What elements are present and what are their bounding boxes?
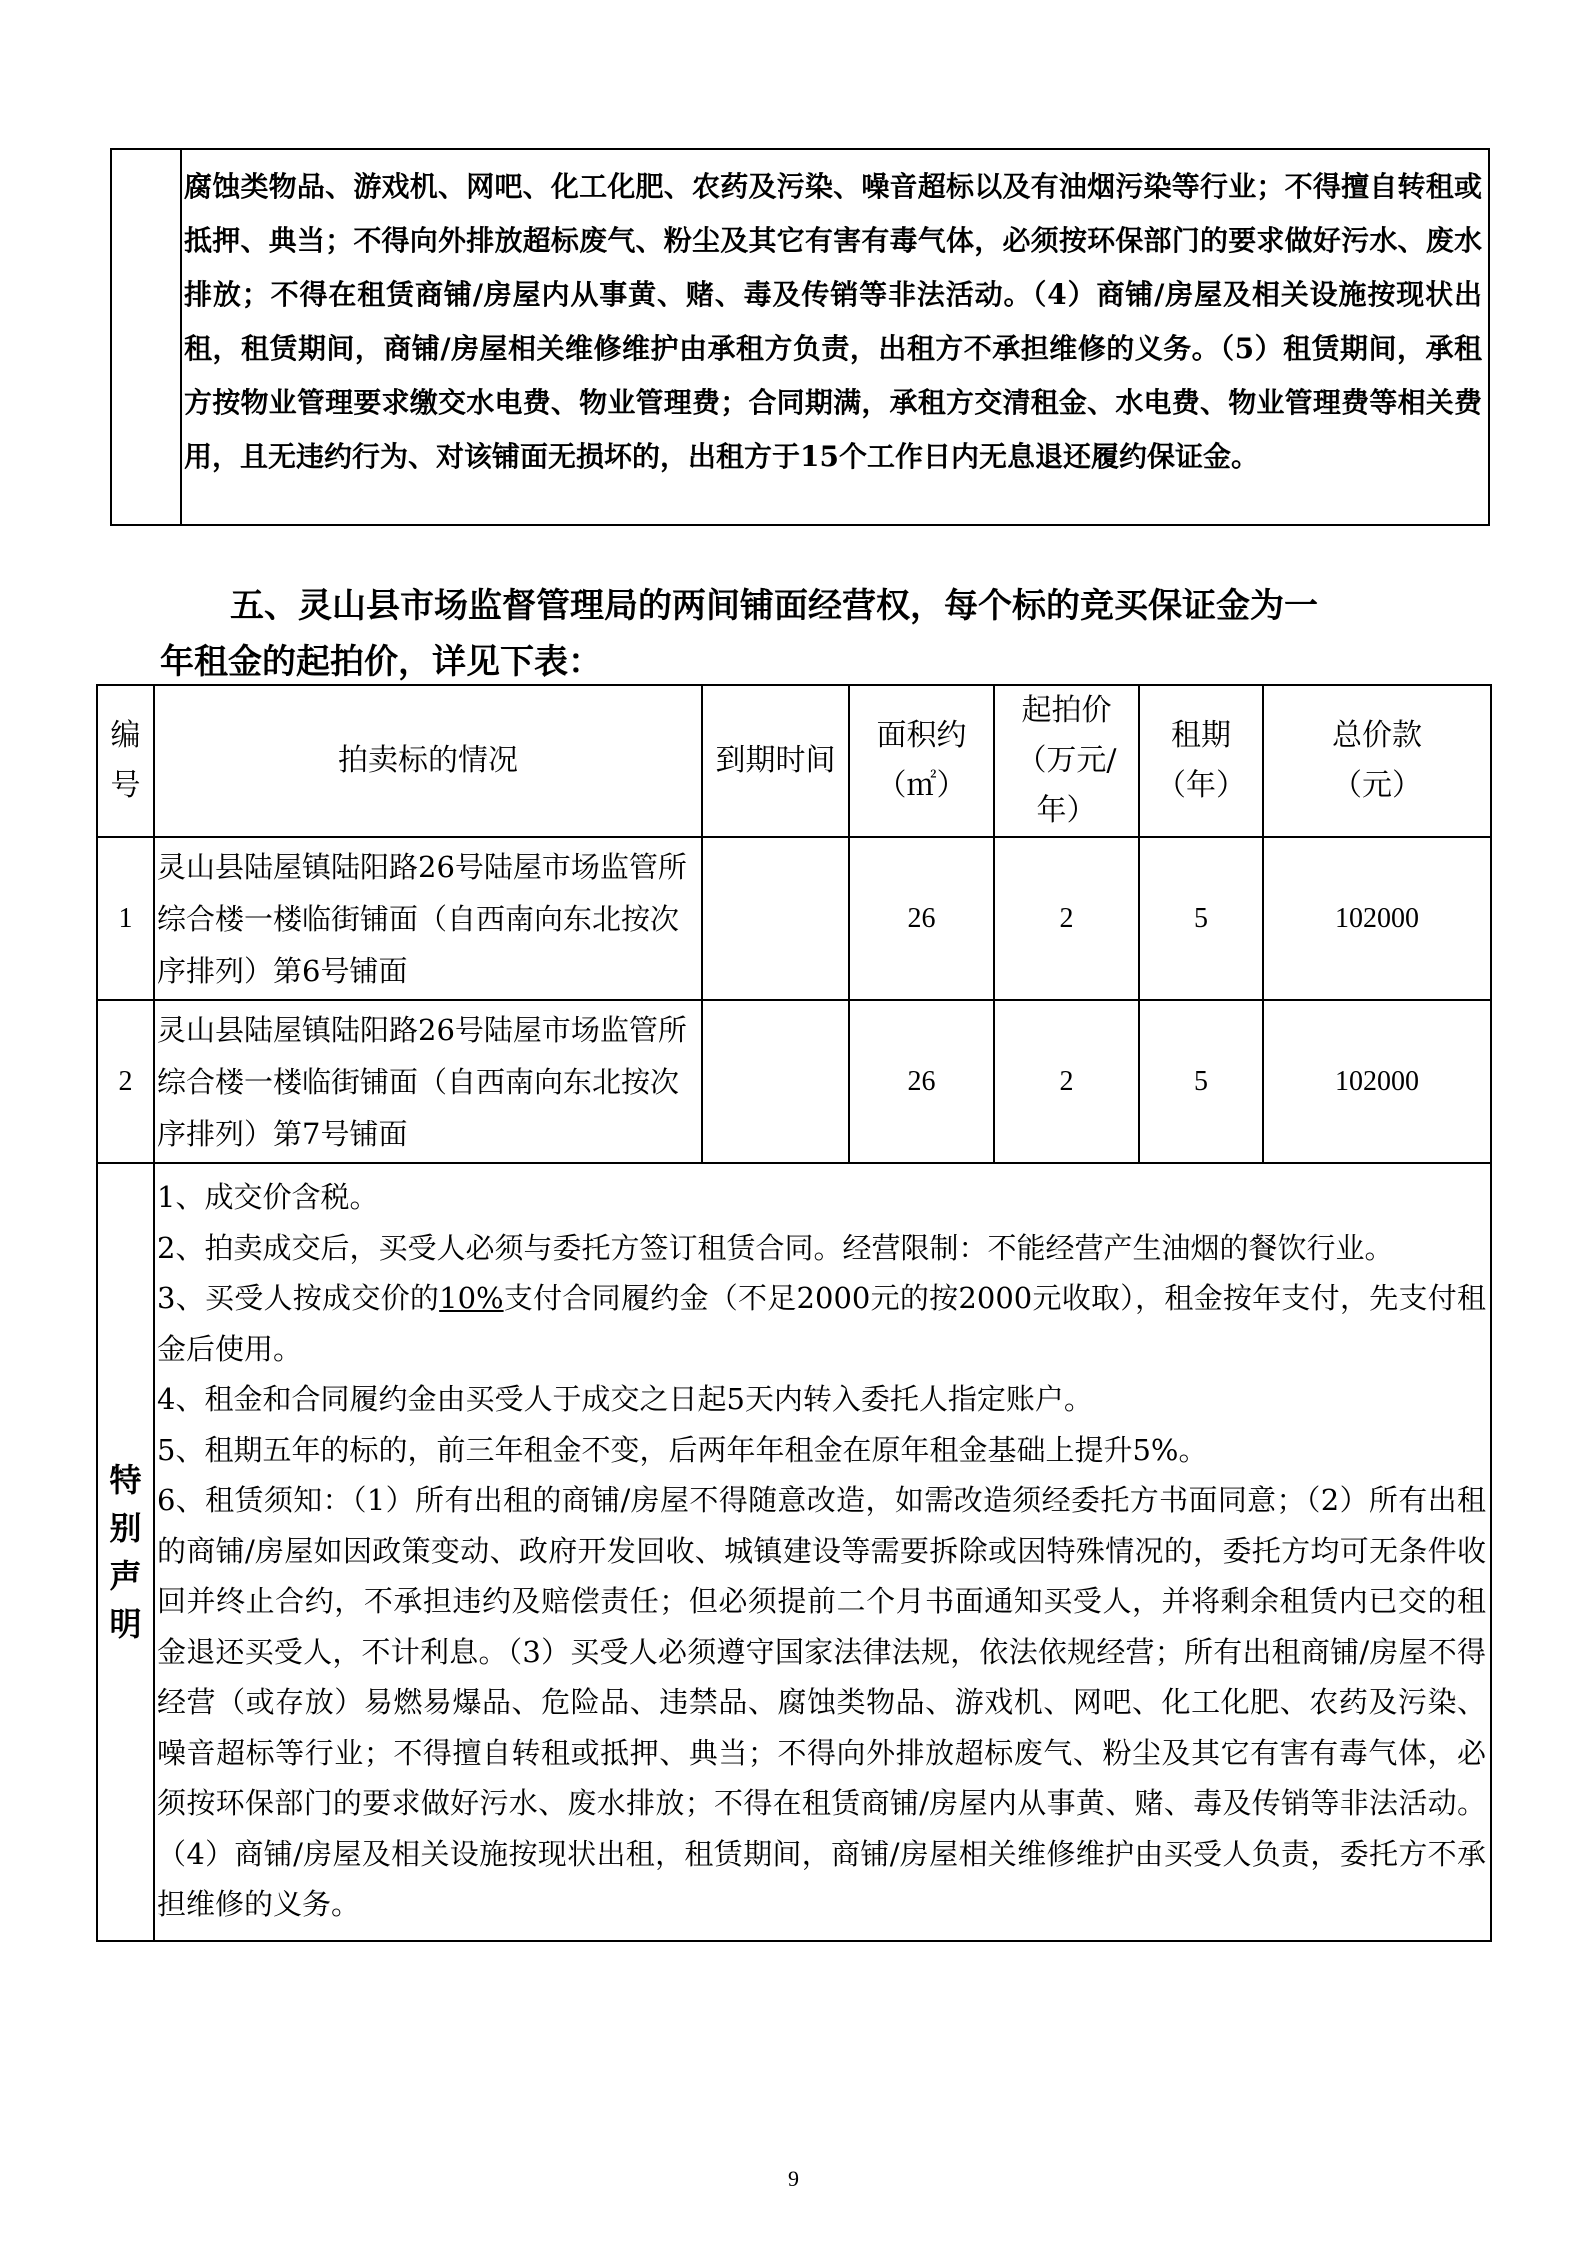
row-price: 2	[994, 837, 1139, 1000]
section-heading	[90, 578, 1450, 690]
header-expiry: 到期时间	[702, 685, 849, 837]
header-total-line-2: （元）	[1332, 768, 1422, 803]
header-description: 拍卖标的情况	[154, 685, 702, 837]
row-term: 5	[1139, 837, 1263, 1000]
notes-label-line-1: 特别	[109, 1460, 142, 1547]
note-2: 2、拍卖成交后，买受人必须与委托方签订租赁合同。经营限制：不能经营产生油烟的餐饮行业。	[157, 1230, 1394, 1265]
note-3	[157, 1273, 1486, 1374]
header-price-line-1: 起拍价	[1021, 693, 1112, 728]
row-expiry	[702, 837, 849, 1000]
row-total: 102000	[1263, 837, 1491, 1000]
section-heading-line-2: 年租金的起拍价，详见下表：	[160, 642, 602, 682]
row-description: 灵山县陆屋镇陆阳路26号陆屋市场监管所综合楼一楼临街铺面（自西南向东北按次序排列）第6号铺面	[154, 837, 702, 1000]
note-5: 5、租期五年的标的，前三年租金不变，后两年年租金在原年租金基础上提升5%。	[157, 1432, 1208, 1467]
note-3-part-a: 3、买受人按成交价的	[157, 1281, 440, 1315]
continuation-table-text: 腐蚀类物品、游戏机、网吧、化工化肥、农药及污染、噪音超标以及有油烟污染等行业；不得擅自转租或抵押、典当；不得向外排放超标废气、粉尘及其它有害有毒气体，必须按环保部门的要求做好污水、废水排放；不得在租赁商铺/房屋内从事黄、赌、毒及传销等非法活动。（4）商铺/房屋及相关设施按现状出租，租赁期间，商铺/房屋相关维修维护由承租方负责，出租方不承担维修的义务。（5）租赁期间，承租方按物业管理要求缴交水电费、物业管理费；合同期满，承租方交清租金、水电费、物业管理费等相关费用，且无违约行为、对该铺面无损坏的，出租方于15个工作日内无息退还履约保证金。	[184, 170, 1482, 473]
section-heading-line-1: 五、灵山县市场监督管理局的两间铺面经营权，每个标的竞买保证金为一	[230, 586, 1318, 626]
row-number: 2	[97, 1000, 154, 1163]
header-area	[849, 685, 994, 837]
notes-content	[154, 1163, 1491, 1941]
auction-table	[96, 684, 1492, 1942]
notes-label-line-2: 声明	[109, 1556, 142, 1643]
table-row	[97, 1000, 1491, 1163]
row-description: 灵山县陆屋镇陆阳路26号陆屋市场监管所综合楼一楼临街铺面（自西南向东北按次序排列）第7号铺面	[154, 1000, 702, 1163]
row-number: 1	[97, 837, 154, 1000]
note-1: 1、成交价含税。	[157, 1180, 379, 1214]
note-4: 4、租金和合同履约金由买受人于成交之日起5天内转入委托人指定账户。	[157, 1382, 1093, 1416]
row-expiry	[702, 1000, 849, 1163]
header-area-line-2: （㎡）	[876, 768, 967, 803]
note-3-percentage: 10%	[439, 1281, 504, 1315]
notes-label	[97, 1163, 154, 1941]
header-term-line-1: 租期	[1171, 718, 1231, 753]
page-number: 9	[788, 2166, 799, 2191]
header-area-line-1: 面积约	[876, 718, 967, 753]
header-price-line-2: （万元/年）	[1016, 743, 1117, 828]
row-total: 102000	[1263, 1000, 1491, 1163]
notes-row	[97, 1163, 1491, 1941]
row-term: 5	[1139, 1000, 1263, 1163]
row-price: 2	[994, 1000, 1139, 1163]
table-header-row	[97, 685, 1491, 837]
note-3-part-b: 支付合同履约金（不足2000元的按2000元收取），租金按年支付，先支付租金后使用。	[157, 1281, 1487, 1366]
header-total-line-1: 总价款	[1332, 718, 1422, 753]
header-term-line-2: （年）	[1156, 768, 1246, 803]
header-number: 编号	[97, 685, 154, 837]
row-area: 26	[849, 1000, 994, 1163]
row-area: 26	[849, 837, 994, 1000]
header-total	[1263, 685, 1491, 837]
note-6: 6、租赁须知：（1）所有出租的商铺/房屋不得随意改造，如需改造须经委托方书面同意；（2）所有出租的商铺/房屋如因政策变动、政府开发回收、城镇建设等需要拆除或因特殊情况的，委托方均可无条件收回并终止合约，不承担违约及赔偿责任；但必须提前二个月书面通知买受人，并将剩余租赁内已交的租金退还买受人，不计利息。（3）买受人必须遵守国家法律法规，依法依规经营；所有出租商铺/房屋不得经营（或存放）易燃易爆品、危险品、违禁品、腐蚀类物品、游戏机、网吧、化工化肥、农药及污染、噪音超标等行业；不得擅自转租或抵押、典当；不得向外排放超标废气、粉尘及其它有害有毒气体，必须按环保部门的要求做好污水、废水排放；不得在租赁商铺/房屋内从事黄、赌、毒及传销等非法活动。（4）商铺/房屋及相关设施按现状出租，租赁期间，商铺/房屋相关维修维护由买受人负责，委托方不承担维修的义务。	[157, 1483, 1486, 1921]
table-row	[97, 837, 1491, 1000]
continuation-table-label-cell	[112, 150, 182, 524]
continuation-table	[110, 148, 1490, 526]
header-term	[1139, 685, 1263, 837]
header-price	[994, 685, 1139, 837]
